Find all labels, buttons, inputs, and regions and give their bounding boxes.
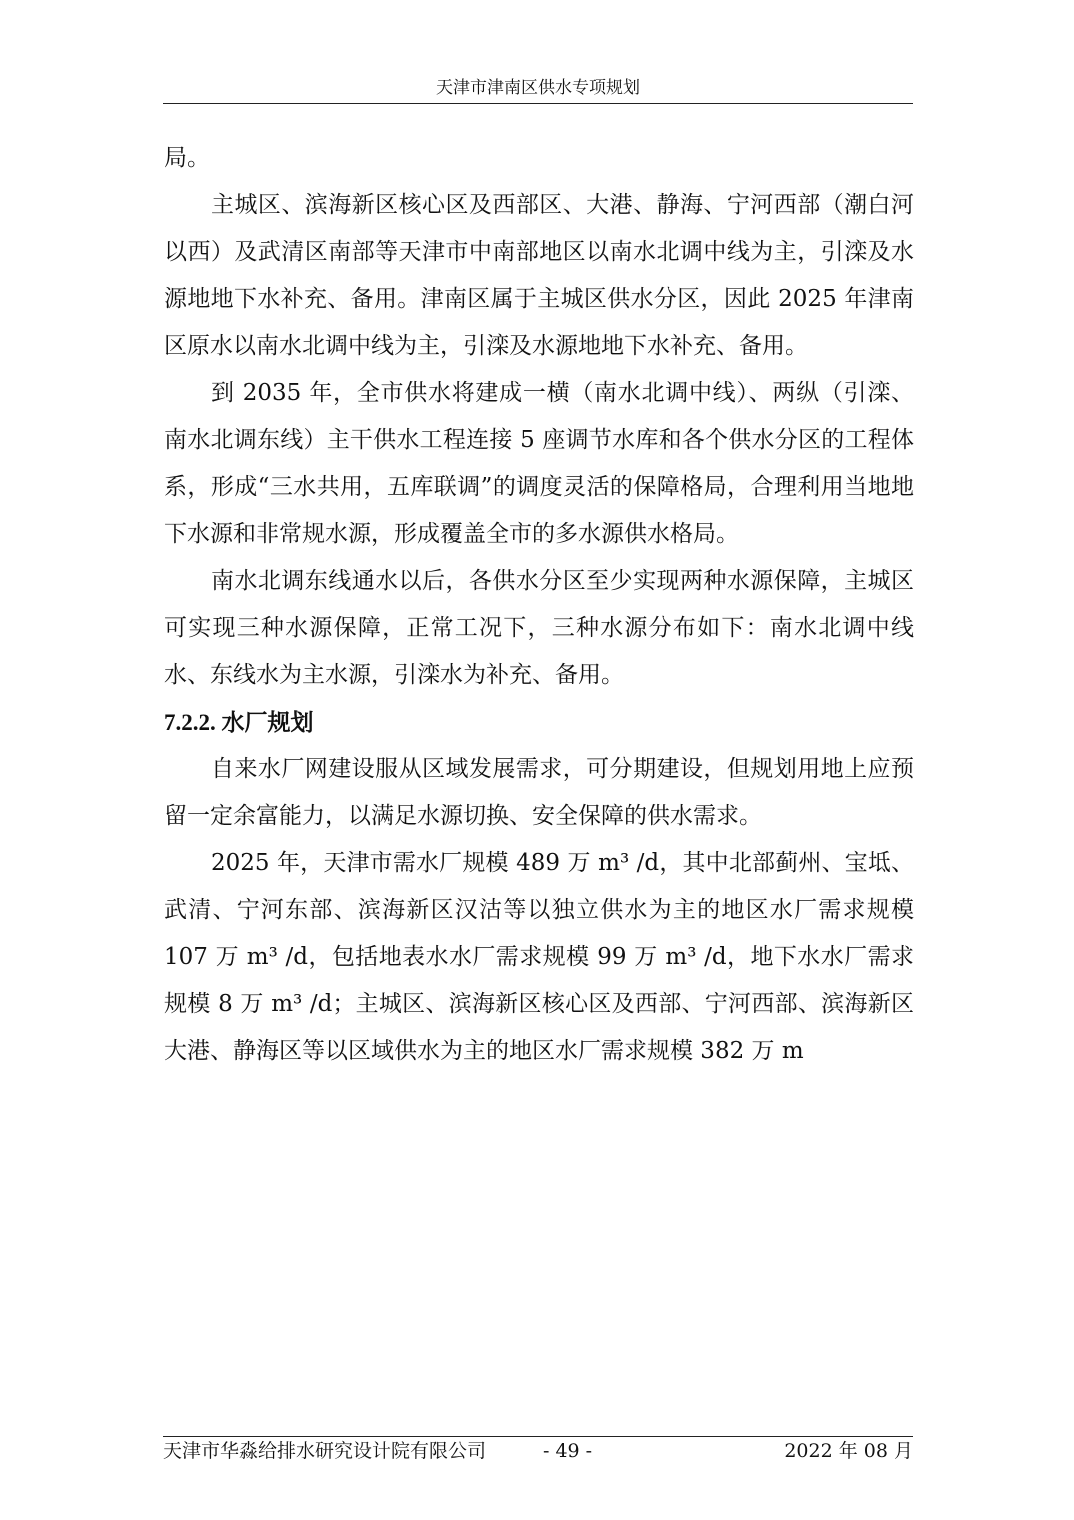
section-heading: 7.2.2. 水厂规划 [164, 710, 314, 735]
page-footer [163, 1438, 913, 1464]
paragraph-plant-construction: 自来水厂网建设服从区域发展需求，可分期建设，但规划用地上应预留一定余富能力，以满足水源切换、安全保障的供水需求。 [164, 756, 914, 829]
page-header: 天津市津南区供水专项规划 [436, 78, 640, 98]
paragraph-plant-scale-2025: 2025 年，天津市需水厂规模 489 万 m³ /d，其中北部蓟州、宝坻、武清、宁河东部、滨海新区汉沽等以独立供水为主的地区水厂需求规模 107 万 m³ /d，包括地表水水厂需求规模 99 万 m³ /d，地下水水厂需求规模 8 万 m³ /d；主城区、滨海新区核心区及西部、宁河西部、滨海新区大港、静海区等以区域供水为主的地区水厂需求规模 382 万 m [164, 850, 914, 1064]
header-divider [163, 103, 913, 104]
footer-divider [163, 1436, 913, 1437]
paragraph-water-source-2025: 主城区、滨海新区核心区及西部区、大港、静海、宁河西部（潮白河以西）及武清区南部等天津市中南部地区以南水北调中线为主，引滦及水源地地下水补充、备用。津南区属于主城区供水分区，因此 2025 年津南区原水以南水北调中线为主，引滦及水源地地下水补充、备用。 [164, 192, 914, 359]
document-body [164, 135, 914, 1075]
footer-date: 2022 年 08 月 [784, 1440, 913, 1462]
paragraph-east-route: 南水北调东线通水以后，各供水分区至少实现两种水源保障，主城区可实现三种水源保障，正常工况下，三种水源分布如下：南水北调中线水、东线水为主水源，引滦水为补充、备用。 [164, 568, 914, 688]
paragraph-water-source-2035: 到 2035 年，全市供水将建成一横（南水北调中线）、两纵（引滦、南水北调东线）主干供水工程连接 5 座调节水库和各个供水分区的工程体系，形成“三水共用，五库联调”的调度灵活的保障格局，合理利用当地地下水源和非常规水源，形成覆盖全市的多水源供水格局。 [164, 380, 914, 547]
footer-company: 天津市华淼给排水研究设计院有限公司 [163, 1440, 487, 1462]
page-number: - 49 - [543, 1440, 593, 1462]
paragraph-continuation: 局。 [164, 145, 210, 171]
